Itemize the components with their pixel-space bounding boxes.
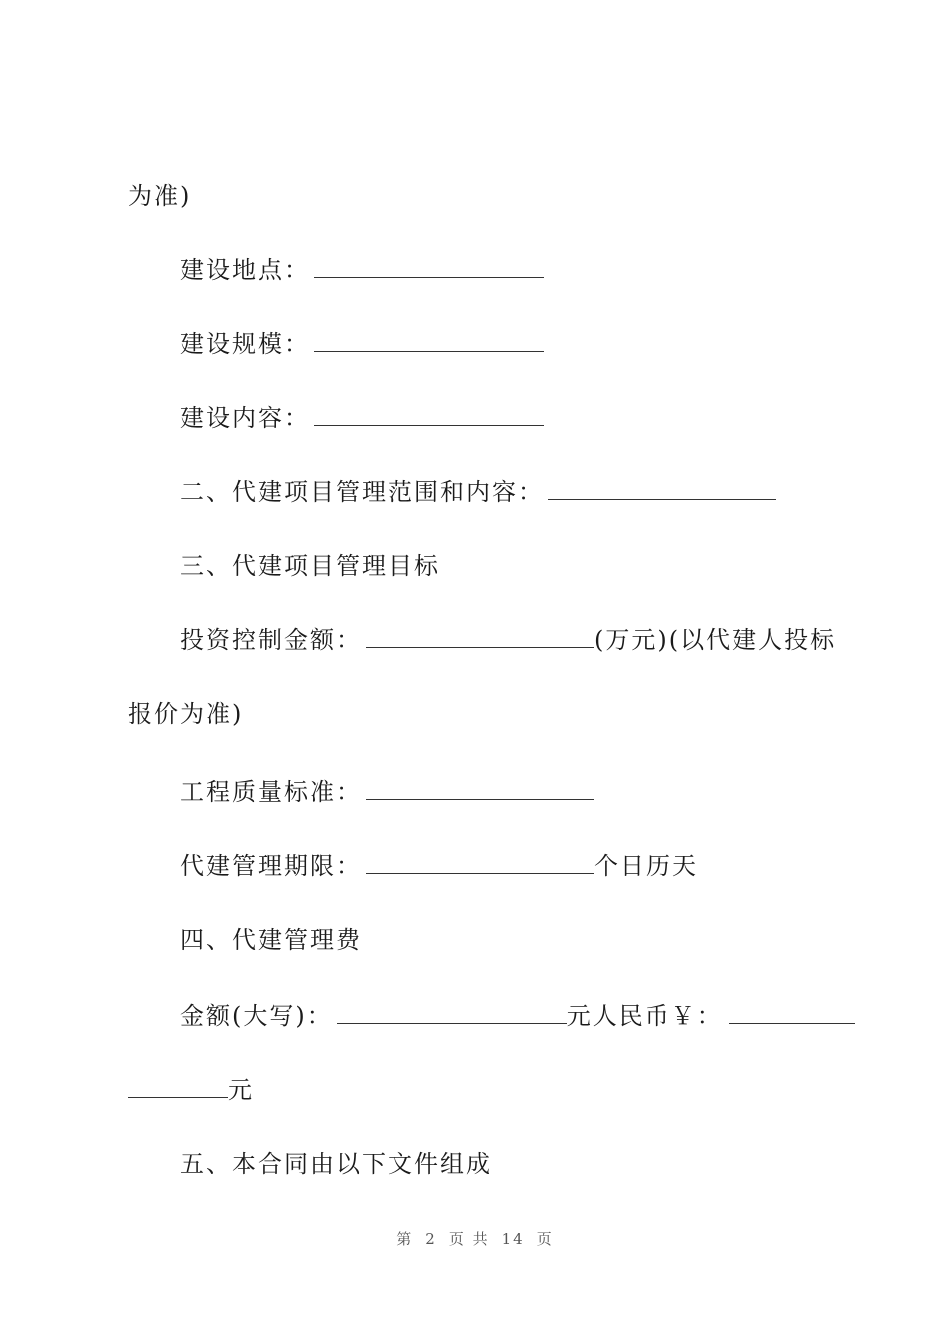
blank-underline <box>366 777 594 800</box>
footer-total-pages: 14 <box>501 1230 525 1248</box>
field-suffix: 个日历天 <box>594 852 698 880</box>
blank-underline <box>314 255 544 278</box>
blank-underline <box>314 403 544 426</box>
blank-underline <box>337 1001 567 1024</box>
field-label: 投资控制金额： <box>180 626 362 654</box>
field-construction-content <box>0 398 950 438</box>
field-label: 工程质量标准： <box>180 778 362 806</box>
footer-middle: 页 共 <box>448 1230 490 1248</box>
field-construction-site <box>0 250 950 290</box>
field-fee-continuation <box>0 1070 950 1110</box>
line-text: 报价为准) <box>128 700 244 728</box>
section-two <box>0 472 950 512</box>
footer-prefix: 第 <box>396 1230 414 1248</box>
field-label: 建设地点： <box>180 256 310 284</box>
field-suffix: (万元)(以代建人投标 <box>594 626 837 654</box>
text-line <box>0 176 950 216</box>
field-label: 代建管理期限： <box>180 852 362 880</box>
section-five <box>0 1144 950 1184</box>
section-heading: 三、代建项目管理目标 <box>180 552 440 580</box>
text-line <box>0 694 950 734</box>
field-label: 建设规模： <box>180 330 310 358</box>
blank-underline <box>128 1075 228 1098</box>
field-fee-amount <box>0 996 950 1036</box>
blank-underline <box>366 625 594 648</box>
blank-underline <box>314 329 544 352</box>
section-heading: 二、代建项目管理范围和内容： <box>180 478 544 506</box>
field-construction-scale <box>0 324 950 364</box>
section-heading: 四、代建管理费 <box>180 926 362 954</box>
field-investment-amount <box>0 620 950 660</box>
footer-suffix: 页 <box>536 1230 554 1248</box>
line-text: 为准) <box>128 182 192 210</box>
field-label: 金额(大写)： <box>180 1002 333 1030</box>
field-management-period <box>0 846 950 886</box>
page-footer <box>0 1228 950 1249</box>
field-suffix: 元人民币￥： <box>566 1002 723 1030</box>
field-label: 建设内容： <box>180 404 310 432</box>
footer-page-number: 2 <box>425 1230 437 1248</box>
blank-underline <box>548 477 776 500</box>
section-three <box>0 546 950 586</box>
field-quality-standard <box>0 772 950 812</box>
section-four <box>0 920 950 960</box>
field-suffix: 元 <box>228 1076 254 1104</box>
blank-underline <box>729 1001 855 1024</box>
blank-underline <box>366 851 594 874</box>
section-heading: 五、本合同由以下文件组成 <box>180 1150 492 1178</box>
